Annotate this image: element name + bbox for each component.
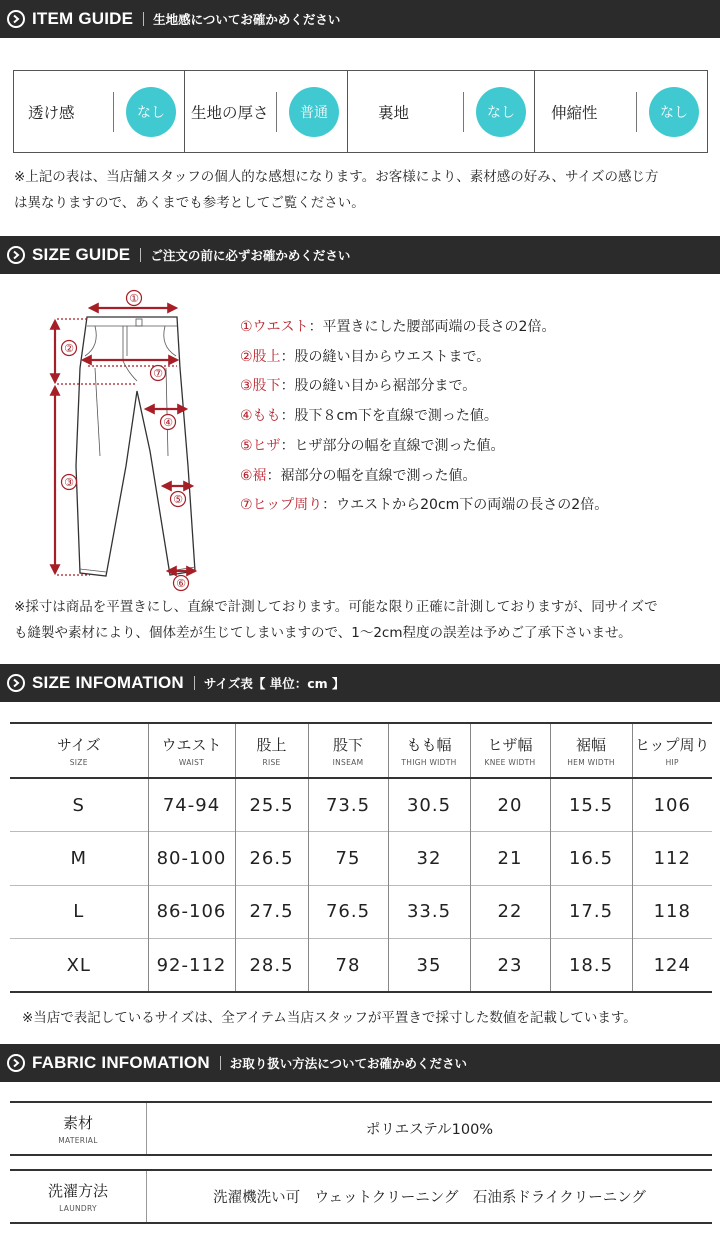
measure-item [240, 462, 608, 492]
measure-key: ③股下 [240, 378, 281, 395]
table-row [10, 832, 712, 886]
laundry-row [10, 1169, 712, 1224]
feel-label: 透け感 [28, 103, 75, 122]
marker-label: ① [129, 292, 139, 305]
table-cell: XL [10, 939, 148, 993]
column-header: 股下 INSEAM [308, 723, 388, 778]
fabric-info-title: FABRIC INFOMATION [32, 1053, 210, 1072]
table-cell: 118 [653, 901, 691, 923]
material-row [10, 1101, 712, 1156]
size-info-note: ※当店で表記しているサイズは、全アイテム当店スタッフが平置きで採寸した数値を記載しています。 [22, 1010, 637, 1026]
table-cell: 27.5 [235, 885, 308, 939]
marker-label: ⑦ [153, 367, 163, 380]
table-cell: 124 [653, 954, 691, 976]
table-cell: 23 [470, 939, 550, 993]
divider [143, 12, 144, 26]
size-table [10, 722, 712, 993]
table-cell: 73.5 [308, 778, 388, 832]
measure-desc: ：裾部分の幅を直線で測った値。 [266, 467, 477, 484]
column-header: サイズ SIZE [10, 723, 148, 778]
laundry-value: 洗濯機洗い可 ウェットクリーニング 石油系ドライクリーニング [213, 1190, 646, 1206]
table-header-row [10, 723, 712, 778]
measure-desc: ：ヒザ部分の幅を直線で測った値。 [280, 437, 505, 454]
measure-item [240, 432, 608, 462]
measure-list [240, 313, 608, 521]
measure-key: ⑦ヒップ周り [240, 497, 323, 514]
chevron-right-icon [7, 1054, 25, 1072]
divider [636, 92, 637, 132]
table-cell: 80-100 [148, 832, 235, 886]
column-header: 股上 RISE [235, 723, 308, 778]
feel-cell-stretch [535, 71, 707, 152]
table-cell: 30.5 [388, 778, 470, 832]
key-en: MATERIAL [58, 1136, 98, 1145]
table-cell: 15.5 [550, 778, 632, 832]
size-info-subtitle: サイズ表【 単位：cm 】 [203, 676, 345, 691]
size-info-title: SIZE INFOMATION [32, 673, 184, 692]
divider [140, 248, 141, 262]
table-cell: 35 [388, 939, 470, 993]
table-cell: 33.5 [388, 885, 470, 939]
measure-item [240, 372, 608, 402]
table-cell: 78 [308, 939, 388, 993]
table-cell: 26.5 [235, 832, 308, 886]
item-guide-header [0, 0, 720, 38]
marker-label: ⑥ [176, 577, 186, 590]
table-cell: 86-106 [148, 885, 235, 939]
divider [113, 92, 114, 132]
chevron-right-icon [7, 246, 25, 264]
column-header: ヒザ幅 KNEE WIDTH [470, 723, 550, 778]
measure-item [240, 491, 608, 521]
pants-diagram [40, 286, 215, 594]
size-guide-title: SIZE GUIDE [32, 245, 131, 264]
measure-key: ⑤ヒザ [240, 437, 281, 454]
measure-key: ①ウエスト [240, 319, 309, 335]
column-header: ウエスト WAIST [148, 723, 235, 778]
item-guide-note [14, 164, 658, 216]
table-row [10, 778, 712, 832]
table-cell: 18.5 [550, 939, 632, 993]
feel-cell-thickness [185, 71, 348, 152]
measure-key: ⑥裾 [240, 467, 267, 484]
laundry-key [10, 1171, 147, 1222]
feel-badge: なし [649, 87, 699, 137]
marker-label: ⑤ [173, 493, 183, 506]
key-jp: 洗濯方法 [47, 1182, 108, 1200]
measure-desc: ：股の縫い目からウエストまで。 [280, 348, 491, 365]
measure-desc: ：股の縫い目から裾部分まで。 [280, 378, 477, 395]
measure-desc: ：ウエストから20cm下の両端の長さの2倍。 [322, 497, 609, 514]
divider [463, 92, 464, 132]
marker-1 [127, 291, 142, 306]
note-line: も縫製や素材により、個体差が生じてしまいますので、1〜2cm程度の誤差は予めご了承下さいませ。 [14, 625, 632, 641]
size-info-header [0, 664, 720, 702]
divider [220, 1056, 221, 1070]
table-cell: 76.5 [308, 885, 388, 939]
item-guide-subtitle: 生地感についてお確かめください [153, 12, 341, 27]
fabric-info-subtitle: お取り扱い方法についてお確かめください [229, 1056, 468, 1071]
divider [276, 92, 277, 132]
table-cell: 32 [388, 832, 470, 886]
size-guide-note [14, 594, 658, 646]
measure-key: ②股上 [240, 348, 281, 365]
measure-item [240, 343, 608, 373]
measure-desc: ：平置きにした腰部両端の長さの2倍。 [308, 319, 556, 335]
column-header: 裾幅 HEM WIDTH [550, 723, 632, 778]
chevron-right-icon [7, 674, 25, 692]
table-cell: 16.5 [550, 832, 632, 886]
table-cell: 22 [470, 885, 550, 939]
note-line: は異なりますので、あくまでも参考としてご覧ください。 [14, 195, 365, 211]
column-header: ヒップ周り HIP [634, 736, 710, 767]
table-cell: 21 [470, 832, 550, 886]
key-jp: 素材 [62, 1114, 93, 1132]
table-cell: S [10, 778, 148, 832]
measure-desc: ：股下８cm下を直線で測った値。 [280, 408, 498, 425]
key-en: LAUNDRY [59, 1204, 97, 1213]
table-row [10, 885, 712, 939]
note-line: ※上記の表は、当店舗スタッフの個人的な感想になります。お客様により、素材感の好み、サイズの感じ方 [14, 169, 659, 185]
measure-item [240, 402, 608, 432]
table-cell: 75 [308, 832, 388, 886]
note-line: ※採寸は商品を平置きにし、直線で計測しております。可能な限り正確に計測しておりますが、同サイズで [14, 599, 658, 615]
item-guide-title: ITEM GUIDE [32, 9, 134, 28]
material-key [10, 1103, 147, 1154]
table-cell: 20 [470, 778, 550, 832]
table-cell: L [10, 885, 148, 939]
table-cell: 25.5 [235, 778, 308, 832]
table-cell: 74-94 [148, 778, 235, 832]
size-guide-subtitle: ご注文の前に必ずお確かめください [150, 248, 351, 263]
table-cell: 28.5 [235, 939, 308, 993]
fabric-info-header [0, 1044, 720, 1082]
divider [194, 676, 195, 690]
feel-badge: なし [476, 87, 526, 137]
feel-cell-transparency [14, 71, 185, 152]
feel-badge: 普通 [289, 87, 339, 137]
marker-label: ④ [163, 416, 173, 429]
marker-label: ③ [64, 476, 74, 489]
fabric-feel-table [13, 70, 708, 153]
material-value: ポリエステル100% [365, 1122, 494, 1138]
measure-key: ④もも [240, 408, 281, 425]
table-cell: 92-112 [148, 939, 235, 993]
table-cell: 112 [653, 847, 691, 869]
feel-label: 裏地 [378, 103, 410, 122]
table-cell: M [10, 832, 148, 886]
column-header: もも幅 THIGH WIDTH [388, 723, 470, 778]
feel-label: 伸縮性 [551, 103, 598, 122]
chevron-right-icon [7, 10, 25, 28]
marker-label: ② [64, 342, 74, 355]
table-row [10, 939, 712, 993]
measure-item [240, 313, 608, 343]
feel-cell-lining [348, 71, 535, 152]
feel-badge: なし [126, 87, 176, 137]
table-cell: 17.5 [550, 885, 632, 939]
size-guide-header [0, 236, 720, 274]
table-cell: 106 [653, 794, 691, 816]
feel-label: 生地の厚さ [191, 103, 269, 122]
